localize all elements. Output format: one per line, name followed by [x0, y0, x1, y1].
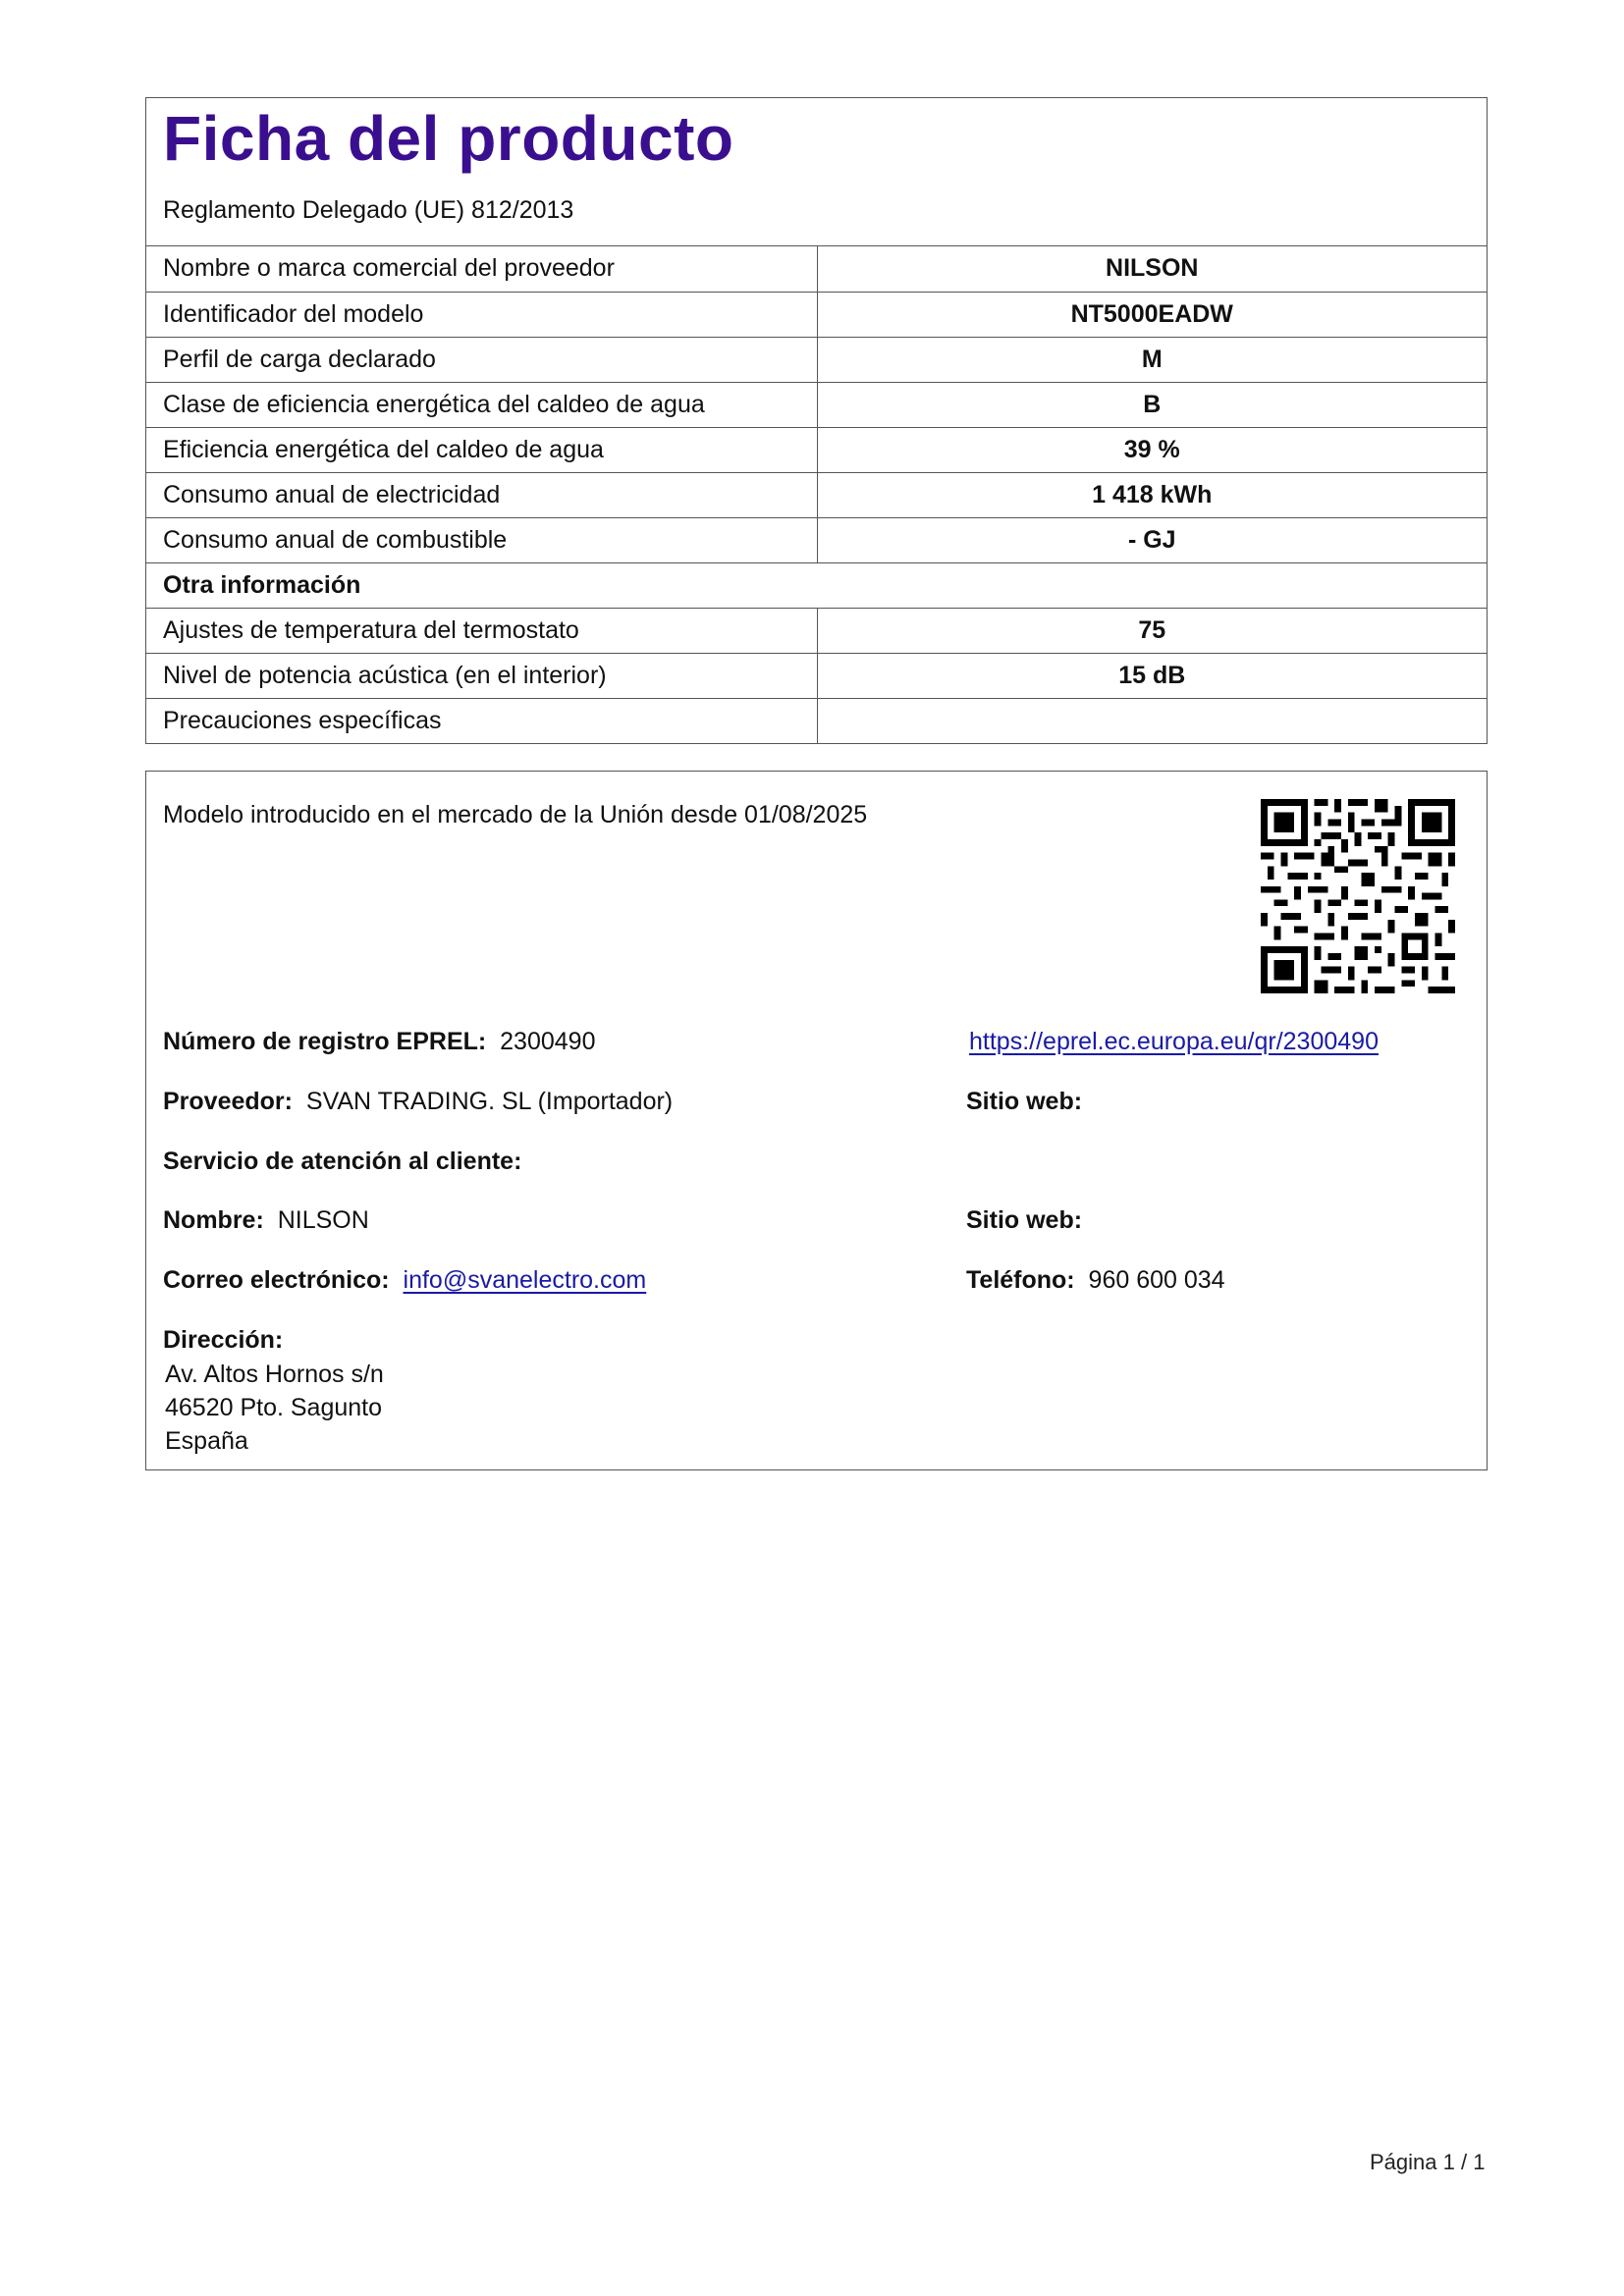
- address-line: España: [165, 1427, 248, 1455]
- supplier-row: [163, 1088, 673, 1116]
- eprel-value: 2300490: [500, 1028, 596, 1055]
- website-label: Sitio web:: [966, 1088, 1083, 1115]
- address-block: [165, 1358, 384, 1458]
- market-date-text: Modelo introducido en el mercado de la Unión desde 01/08/2025: [163, 801, 868, 828]
- supplier-value: SVAN TRADING. SL (Importador): [305, 1088, 674, 1115]
- row-label: Nivel de potencia acústica (en el interior): [146, 653, 817, 698]
- row-value: NT5000EADW: [817, 292, 1487, 337]
- name-label: Nombre:: [163, 1206, 264, 1234]
- section-row: [146, 562, 1487, 608]
- row-label: Identificador del modelo: [146, 292, 817, 337]
- email-label: Correo electrónico:: [163, 1266, 390, 1294]
- row-label: Consumo anual de combustible: [146, 517, 817, 562]
- row-label: Clase de eficiencia energética del caldeo de agua: [146, 382, 817, 427]
- table-row: [146, 517, 1487, 562]
- row-value: B: [817, 382, 1487, 427]
- row-label: Nombre o marca comercial del proveedor: [146, 246, 817, 292]
- table-row: [146, 427, 1487, 472]
- email-link[interactable]: info@svanelectro.com: [403, 1266, 647, 1294]
- table-row: [146, 382, 1487, 427]
- spec-table: [146, 246, 1487, 743]
- page-title: Ficha del producto: [163, 103, 734, 174]
- contact-name-row: [163, 1206, 369, 1235]
- product-info-table-box: [145, 97, 1488, 744]
- website-label-2: Sitio web:: [966, 1206, 1083, 1234]
- phone-value: 960 600 034: [1088, 1266, 1225, 1294]
- row-value: M: [817, 337, 1487, 382]
- qr-code-icon: [1261, 799, 1455, 993]
- row-label: Precauciones específicas: [146, 698, 817, 743]
- page-number: Página 1 / 1: [1370, 2150, 1486, 2174]
- table-row: [146, 472, 1487, 517]
- regulation-subtitle: Reglamento Delegado (UE) 812/2013: [163, 196, 574, 224]
- table-row: [146, 292, 1487, 337]
- eprel-row: [163, 1028, 595, 1056]
- customer-service-label: Servicio de atención al cliente:: [163, 1148, 522, 1175]
- row-value: 75: [817, 608, 1487, 653]
- row-label: Eficiencia energética del caldeo de agua: [146, 427, 817, 472]
- phone-label: Teléfono:: [966, 1266, 1075, 1294]
- address-label: Dirección:: [163, 1326, 284, 1354]
- supplier-label: Proveedor:: [163, 1088, 293, 1115]
- table-row: [146, 608, 1487, 653]
- row-value: 15 dB: [817, 653, 1487, 698]
- name-value: NILSON: [277, 1206, 369, 1234]
- row-label: Perfil de carga declarado: [146, 337, 817, 382]
- eprel-label: Número de registro EPREL:: [163, 1028, 487, 1055]
- row-label: Ajustes de temperatura del termostato: [146, 608, 817, 653]
- row-label: Consumo anual de electricidad: [146, 472, 817, 517]
- row-value: 1 418 kWh: [817, 472, 1487, 517]
- row-value: [817, 698, 1487, 743]
- row-value: 39 %: [817, 427, 1487, 472]
- table-row: [146, 246, 1487, 292]
- other-info-heading: Otra información: [146, 562, 1487, 608]
- table-row: [146, 653, 1487, 698]
- row-value: NILSON: [817, 246, 1487, 292]
- product-sheet: [145, 97, 1488, 1470]
- address-line: 46520 Pto. Sagunto: [165, 1394, 383, 1421]
- sheet-header: [146, 98, 1487, 246]
- table-row: [146, 698, 1487, 743]
- address-line: Av. Altos Hornos s/n: [165, 1361, 384, 1388]
- eprel-link[interactable]: https://eprel.ec.europa.eu/qr/2300490: [969, 1028, 1379, 1055]
- supplier-info-box: [145, 771, 1488, 1470]
- phone-row: [966, 1266, 1225, 1295]
- email-row: [163, 1266, 646, 1295]
- row-value: - GJ: [817, 517, 1487, 562]
- table-row: [146, 337, 1487, 382]
